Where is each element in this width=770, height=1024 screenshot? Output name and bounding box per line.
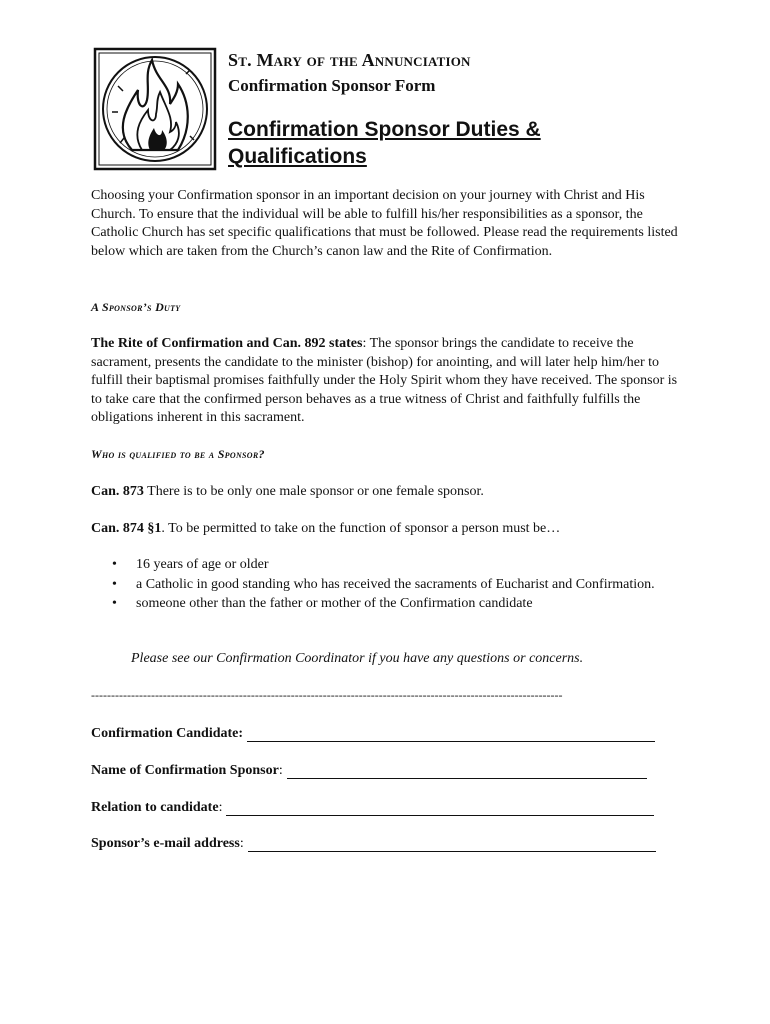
- page-heading: [228, 116, 628, 170]
- relation-label: Relation to candidate: [91, 800, 219, 815]
- cut-line-divider: ----------------------------------------------------------------------------------------------------------------------: [91, 688, 563, 702]
- relation-field: [91, 800, 654, 816]
- duty-paragraph: [91, 335, 686, 428]
- coordinator-note: Please see our Confirmation Coordinator if you have any questions or concerns.: [131, 651, 584, 666]
- canon-874-text: . To be permitted to take on the function of sponsor a person must be…: [161, 521, 561, 536]
- canon-874-label: Can. 874 §1: [91, 521, 162, 536]
- sponsor-name-input-line[interactable]: [287, 764, 647, 779]
- list-item: • a Catholic in good standing who has received the sacraments of Eucharist and Confirmation.: [110, 576, 670, 595]
- relation-input-line[interactable]: [226, 801, 654, 816]
- sponsor-email-field: [91, 836, 656, 852]
- form-title: Confirmation Sponsor Form: [228, 76, 436, 95]
- heading-line-2: Qualifications: [228, 145, 367, 168]
- sponsor-email-label: Sponsor’s e-mail address: [91, 836, 240, 851]
- duty-lead: The Rite of Confirmation and Can. 892 states: [91, 336, 363, 351]
- qualification-list: [110, 556, 670, 615]
- intro-paragraph: Choosing your Confirmation sponsor in an important decision on your journey with Christ and His Church. To ensure that the individual will be able to fulfill his/her responsibilities as a sponsor, the Catholic Church has set specific qualifications that must be followed. Please read the requirements listed below which are taken from the Church’s canon law and the Rite of Confirmation.: [91, 188, 678, 259]
- list-item: • 16 years of age or older: [110, 556, 670, 575]
- candidate-input-line[interactable]: [247, 727, 655, 742]
- sponsor-email-label-suffix: :: [239, 836, 244, 851]
- qualified-section-title: Who is qualified to be a Sponsor?: [91, 447, 265, 461]
- canon-873-text: There is to be only one male sponsor or one female sponsor.: [143, 484, 484, 499]
- candidate-label: Confirmation Candidate:: [91, 726, 244, 741]
- canon-873: [91, 483, 484, 502]
- organization-name: St. Mary of the Annunciation: [228, 50, 471, 70]
- sponsor-name-label: Name of Confirmation Sponsor: [91, 763, 279, 778]
- heading-line-1: Confirmation Sponsor Duties &: [228, 118, 541, 141]
- canon-874: [91, 520, 560, 539]
- sponsor-name-label-suffix: :: [278, 763, 283, 778]
- relation-label-suffix: :: [218, 800, 223, 815]
- duty-text: : The sponsor brings the candidate to receive the sacrament, presents the candidate to the minister (bishop) for anointing, and will later help him/her to fulfill their baptismal promises faithfully under the Holy Spirit whom they have received. The sponsor is to take care that the confirmed person behaves as a true witness of Christ and faithfully fulfills the obligations inherent in this sacrament.: [91, 336, 678, 425]
- flame-icon: [92, 46, 218, 172]
- list-item: • someone other than the father or mother of the Confirmation candidate: [110, 595, 670, 614]
- sponsor-name-field: [91, 763, 647, 779]
- candidate-field: [91, 726, 655, 742]
- duty-section-title: A Sponsor’s Duty: [91, 300, 181, 314]
- sponsor-email-input-line[interactable]: [248, 837, 656, 852]
- canon-873-label: Can. 873: [91, 484, 144, 499]
